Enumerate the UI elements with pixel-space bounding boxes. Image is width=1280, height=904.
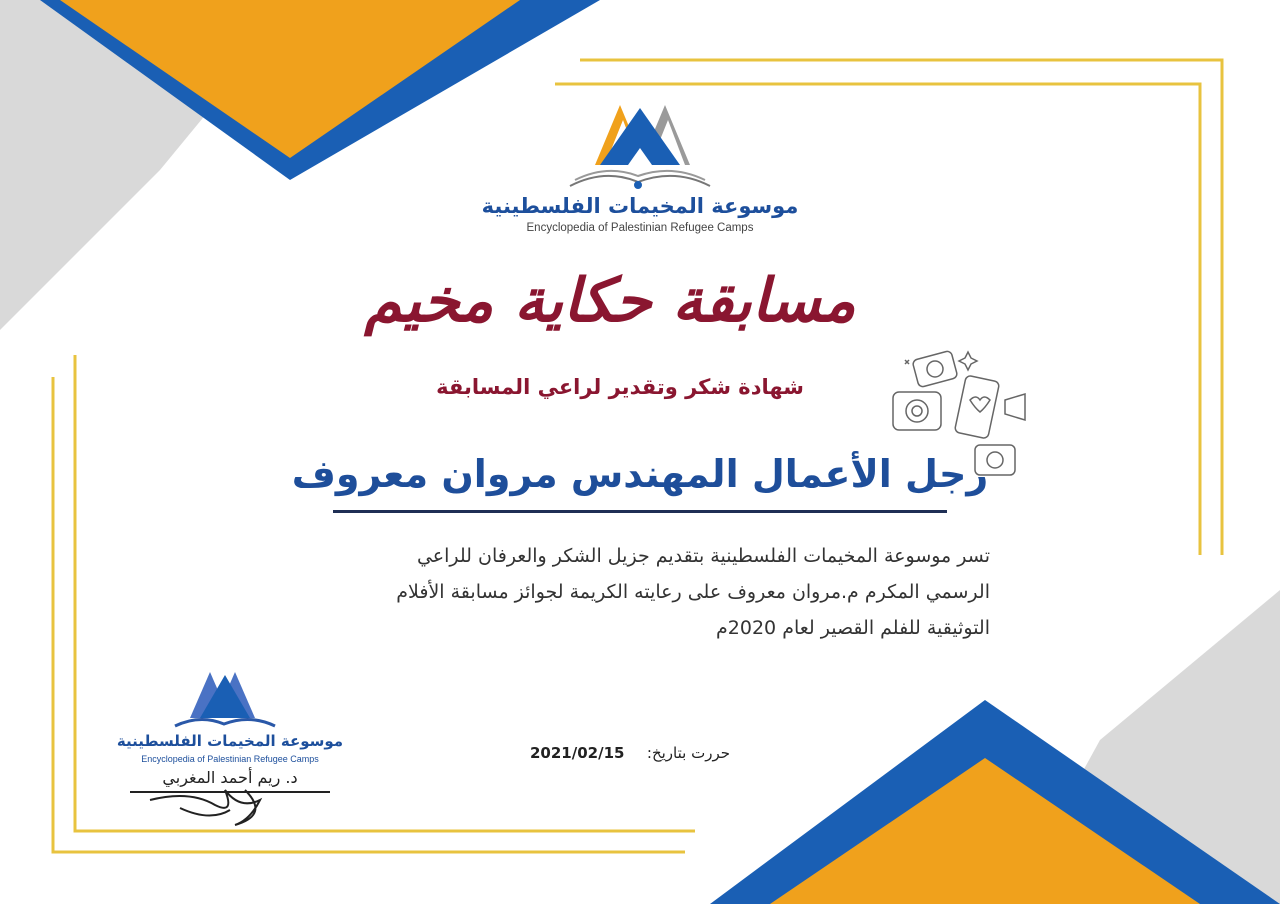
- date-label: حررت بتاريخ:: [646, 744, 730, 762]
- certificate-body: [250, 538, 990, 646]
- stamp-english-name: Encyclopedia of Palestinian Refugee Camps: [141, 754, 319, 764]
- certificate-title: مسابقة حكاية مخيم: [364, 266, 856, 336]
- recipient-underline: [333, 510, 947, 513]
- logo-english-name: Encyclopedia of Palestinian Refugee Camps: [526, 222, 754, 234]
- recipient-name: رجل الأعمال المهندس مروان معروف: [291, 452, 989, 496]
- certificate-subtitle: شهادة شكر وتقدير لراعي المسابقة: [436, 375, 804, 399]
- stamp-arabic-name: موسوعة المخيمات الفلسطينية: [116, 732, 344, 750]
- body-line: تسر موسوعة المخيمات الفلسطينية بتقديم جزيل الشكر والعرفان للراعي: [416, 545, 990, 567]
- signer-name: د. ريم أحمد المغربي: [162, 768, 298, 787]
- logo-arabic-name: موسوعة المخيمات الفلسطينية: [481, 194, 799, 218]
- body-line: الرسمي المكرم م.مروان معروف على رعايته الكريمة لجوائز مسابقة الأفلام: [396, 581, 990, 603]
- body-line: التوثيقية للفلم القصير لعام 2020م: [716, 617, 990, 639]
- date-value: 2021/02/15: [530, 744, 625, 762]
